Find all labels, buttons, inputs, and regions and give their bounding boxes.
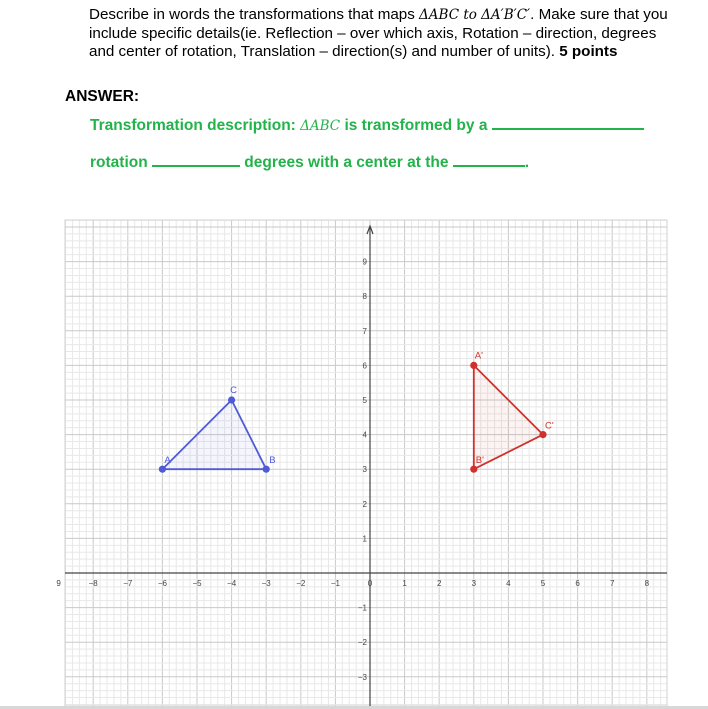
vertex-label: B [269,455,276,467]
vertex-point [470,362,477,369]
answer-line2-prefix: rotation [90,154,152,171]
y-tick-label: 7 [362,326,367,336]
vertex-label: C' [545,420,554,432]
x-tick-label: 7 [609,579,615,588]
vertex-label: A [164,455,171,467]
x-tick-label: 3 [471,579,477,588]
x-tick-label: −4 [227,579,237,588]
vertex-point [159,466,166,473]
question-math: ΔABC to ΔA′B′C′ [419,7,531,23]
vertex-label: C [230,385,238,396]
question-details: . Make sure that you include specific details(ie. Reflection – over which axis, Rotation – direction, degrees and center of rotation, Translation – direction(s) and number of units). [89,6,668,60]
question-points: 5 points [559,43,618,60]
x-tick-label: 1 [402,579,407,588]
y-tick-label: −3 [357,672,367,682]
vertex-label: B' [475,455,484,467]
y-tick-label: 4 [362,430,367,440]
x-tick-label: −5 [192,579,202,588]
answer-line2-end: . [524,154,530,171]
vertex-point [470,466,477,473]
x-tick-label: −6 [157,579,167,588]
x-tick-label: −1 [330,579,340,588]
answer-line-2 [90,151,529,172]
y-tick-label: 1 [362,534,367,544]
x-tick-label: 6 [575,579,580,588]
x-tick-label: 0 [367,579,373,588]
answer-line1-prefix: Transformation description: [90,117,301,134]
y-tick-label: 3 [362,465,367,475]
answer-line1-math: ΔABC [300,118,341,134]
coordinate-graph [0,215,708,706]
question-intro: Describe in words the transformations that maps [89,6,420,23]
vertex-label: A' [474,350,483,362]
x-tick-label: 4 [506,579,511,588]
answer-line2-middle: degrees with a center at the [240,154,453,171]
degrees-blank[interactable] [152,151,240,167]
answer-line1-suffix: is transformed by a [340,117,492,134]
graph-background [0,215,708,706]
transformation-type-blank[interactable] [492,114,644,130]
x-tick-label: −3 [261,579,271,588]
x-tick-label: −7 [123,579,133,588]
x-tick-label: 8 [644,579,650,588]
vertex-point [539,431,546,438]
center-blank[interactable] [453,151,525,167]
x-tick-label: 5 [540,579,546,588]
y-tick-label: 9 [362,257,367,267]
y-tick-label: 8 [362,292,367,302]
answer-line-1 [90,114,644,135]
x-tick-label: −2 [296,579,306,588]
y-tick-label: 6 [362,361,367,371]
question-text [89,6,679,62]
y-tick-label: −1 [357,603,367,613]
y-tick-label: 5 [362,396,367,405]
x-tick-label: 2 [436,579,442,588]
answer-label: ANSWER: [65,88,140,105]
x-tick-label: 9 [56,579,61,588]
y-tick-label: −2 [357,638,367,648]
x-tick-label: −8 [88,579,98,588]
y-tick-label: 2 [362,499,367,509]
vertex-point [263,466,270,473]
vertex-point [228,396,235,403]
